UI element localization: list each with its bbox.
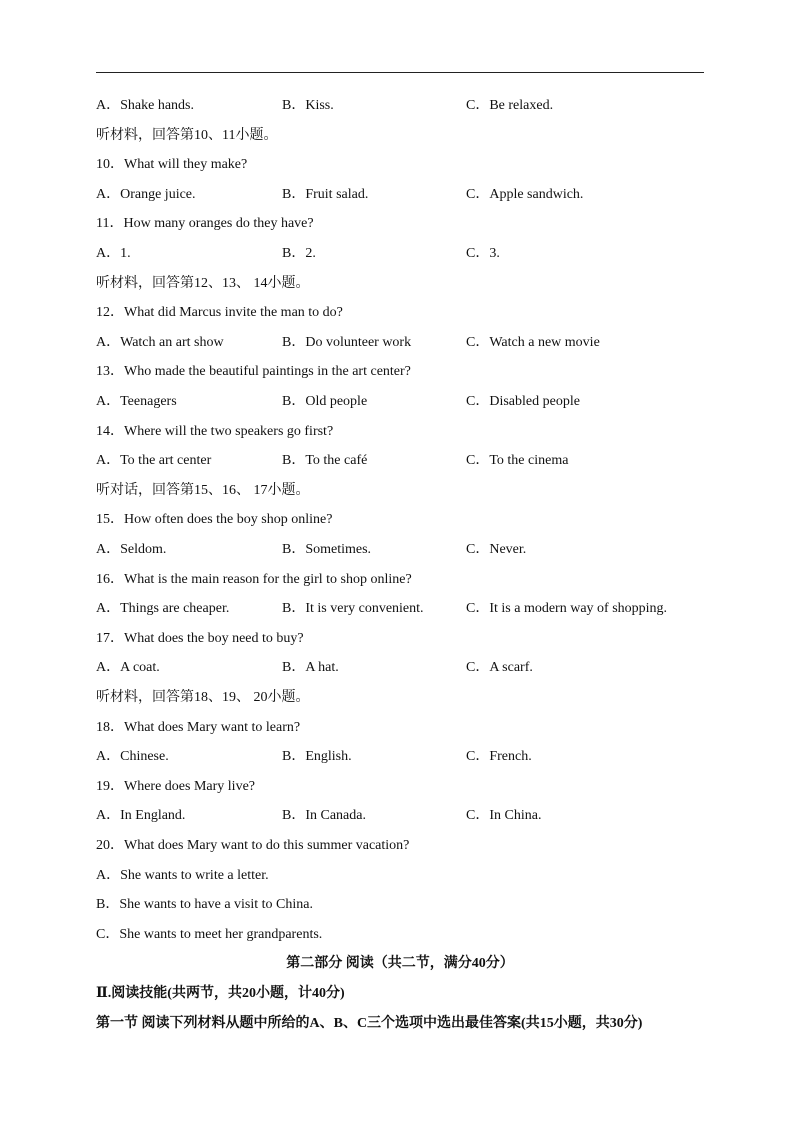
option-b: B．To the café <box>282 453 368 469</box>
question-text: 18．What does Mary want to learn? <box>96 719 301 735</box>
option-b: B．It is very convenient. <box>282 601 424 617</box>
question-text: 10．What will they make? <box>96 157 248 173</box>
question-text: 15．How often does the boy shop online? <box>96 512 333 528</box>
option-b: B．Fruit salad. <box>282 186 369 202</box>
option-a: A．Shake hands. <box>96 98 194 113</box>
option-c: C．Watch a new movie <box>466 334 600 350</box>
option-a: A．Teenagers <box>96 394 177 409</box>
question-text: 13．Who made the beautiful paintings in the art center? <box>96 364 411 380</box>
question-text: 19．Where does Mary live? <box>96 778 255 794</box>
option-c: C．In China. <box>466 808 542 824</box>
option-b: B．2. <box>282 246 316 261</box>
option-b: B．Do volunteer work <box>282 334 412 350</box>
option-b: B．Kiss. <box>282 98 334 113</box>
option-c: C．To the cinema <box>466 453 569 469</box>
option-a: A．Things are cheaper. <box>96 601 230 617</box>
option-c: C．Apple sandwich. <box>466 186 584 202</box>
option-b: B．In Canada. <box>282 808 366 824</box>
option-a: A．To the art center <box>96 453 212 469</box>
text-line: B．She wants to have a visit to China. <box>96 897 313 913</box>
option-b: B．A hat. <box>282 660 339 676</box>
option-c: C．It is a modern way of shopping. <box>466 601 668 617</box>
header-rule <box>96 72 704 73</box>
text-line: 听材料，回答第10、11小题。 <box>96 127 278 143</box>
option-c: C．Disabled people <box>466 394 580 409</box>
option-a: A．In England. <box>96 808 186 824</box>
text-line: 听材料，回答第18、19、 20小题。 <box>96 690 310 705</box>
option-c: C．3. <box>466 246 500 261</box>
option-a: A．Watch an art show <box>96 334 224 350</box>
question-text: 11．How many oranges do they have? <box>96 216 314 232</box>
option-c: C．French. <box>466 749 532 765</box>
section-heading: 第二部分 阅读（共二节，满分40分） <box>286 956 514 972</box>
option-c: C．A scarf. <box>466 660 533 676</box>
option-a: A．Chinese. <box>96 749 169 765</box>
question-text: 16．What is the main reason for the girl to shop online? <box>96 571 412 587</box>
text-line: 听对话，回答第15、16、 17小题。 <box>96 482 310 498</box>
option-a: A．A coat. <box>96 660 160 676</box>
text-line: C．She wants to meet her grandparents. <box>96 926 323 942</box>
section-instruction: 第一节 阅读下列材料从题中所给的A、B、C三个选项中选出最佳答案(共15小题，共30分) <box>96 1015 643 1031</box>
option-b: B．Sometimes. <box>282 542 372 557</box>
text-line: A．She wants to write a letter. <box>96 867 269 883</box>
question-text: 12．What did Marcus invite the man to do? <box>96 305 343 321</box>
question-text: 14．Where will the two speakers go first? <box>96 423 334 439</box>
option-a: A．Seldom. <box>96 542 167 557</box>
option-a: A．1. <box>96 246 131 261</box>
option-c: C．Never. <box>466 542 527 557</box>
option-b: B．English. <box>282 749 352 765</box>
option-b: B．Old people <box>282 394 368 409</box>
option-c: C．Be relaxed. <box>466 98 554 113</box>
text-line: 听材料，回答第12、13、 14小题。 <box>96 275 310 291</box>
question-text: 20．What does Mary want to do this summer vacation? <box>96 838 410 853</box>
section-instruction: Ⅱ.阅读技能(共两节，共20小题，计40分) <box>96 986 345 1001</box>
question-text: 17．What does the boy need to buy? <box>96 630 304 646</box>
option-a: A．Orange juice. <box>96 186 196 202</box>
